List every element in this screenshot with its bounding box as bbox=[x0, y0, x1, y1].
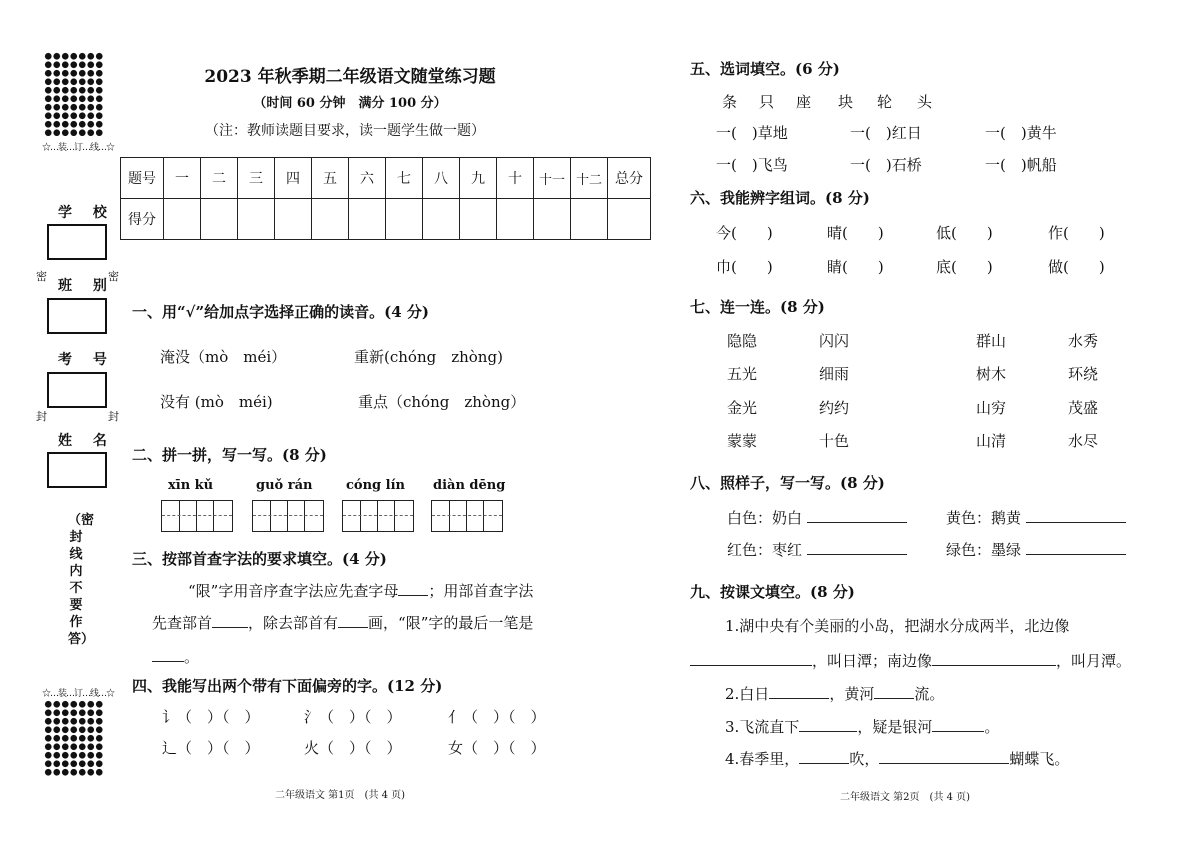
q7-heading: 七、连一连。(8 分) bbox=[690, 298, 825, 316]
q3-text: ；用部首查字法 bbox=[428, 582, 534, 600]
school-field[interactable] bbox=[47, 224, 107, 260]
answer-blank[interactable] bbox=[1026, 554, 1126, 555]
q6-item[interactable]: 做( ) bbox=[1048, 258, 1105, 276]
q4-item[interactable]: 辶（ ）（ ） bbox=[162, 739, 260, 757]
q9-text: ，疑是银河 bbox=[857, 718, 933, 736]
q8-item bbox=[946, 539, 1126, 560]
q9-text: 。 bbox=[984, 718, 1000, 736]
score-header-cell: 十二 bbox=[571, 158, 608, 199]
match-word[interactable]: 群山 bbox=[976, 332, 1007, 350]
answer-blank[interactable] bbox=[799, 763, 849, 764]
q9-line bbox=[725, 748, 1069, 769]
score-table-score-row bbox=[121, 199, 651, 240]
score-header-cell: 一 bbox=[164, 158, 201, 199]
match-word[interactable]: 十色 bbox=[819, 432, 850, 450]
q3-text: 画，“限”字的最后一笔是 bbox=[368, 614, 534, 632]
score-cell[interactable] bbox=[423, 199, 460, 240]
q6-item[interactable]: 低( ) bbox=[936, 224, 993, 242]
q8-example: 白色：奶白 bbox=[727, 509, 803, 527]
score-row-label: 得分 bbox=[121, 199, 164, 240]
match-word[interactable]: 隐隐 bbox=[727, 332, 758, 350]
q9-text: ，叫月潭。 bbox=[1056, 652, 1132, 670]
score-header-cell: 总分 bbox=[608, 158, 651, 199]
q9-text: ，叫日潭；南边像 bbox=[812, 652, 933, 670]
score-cell[interactable] bbox=[312, 199, 349, 240]
exam-number-field[interactable] bbox=[47, 372, 107, 408]
q5-word: 块 bbox=[838, 93, 854, 111]
answer-blank[interactable] bbox=[932, 731, 984, 732]
match-word[interactable]: 茂盛 bbox=[1068, 399, 1099, 417]
q4-heading: 四、我能写出两个带有下面偏旁的字。(12 分) bbox=[132, 677, 443, 695]
answer-blank[interactable] bbox=[769, 698, 829, 699]
q1-item[interactable]: 重点（chóng zhòng） bbox=[358, 393, 526, 411]
match-word[interactable]: 树木 bbox=[976, 365, 1007, 383]
q6-item[interactable]: 巾( ) bbox=[716, 258, 773, 276]
answer-blank[interactable] bbox=[807, 522, 907, 523]
q3-line2 bbox=[152, 612, 533, 633]
writing-grid[interactable] bbox=[252, 500, 324, 532]
q5-word: 轮 bbox=[877, 93, 893, 111]
q3-text: ，除去部首有 bbox=[248, 614, 339, 632]
page1-footer: 二年级语文 第1页 (共 4 页) bbox=[275, 790, 406, 801]
answer-blank[interactable] bbox=[799, 731, 857, 732]
q6-item[interactable]: 晴( ) bbox=[827, 224, 884, 242]
match-word[interactable]: 约约 bbox=[819, 399, 850, 417]
exam-note: （注：教师读题目要求，读一题学生做一题） bbox=[205, 123, 485, 139]
q4-item[interactable]: 讠（ ）（ ） bbox=[162, 708, 260, 726]
score-cell[interactable] bbox=[608, 199, 651, 240]
q5-word: 只 bbox=[759, 93, 775, 111]
q6-item[interactable]: 底( ) bbox=[936, 258, 993, 276]
score-cell[interactable] bbox=[571, 199, 608, 240]
q9-heading: 九、按课文填空。(8 分) bbox=[690, 583, 855, 601]
q3-text: 。 bbox=[184, 648, 200, 666]
seal-mark-right-2: 封 bbox=[108, 410, 119, 423]
q9-line: 1.湖中央有个美丽的小岛，把湖水分成两半，北边像 bbox=[725, 617, 1070, 635]
q1-item[interactable]: 没有 (mò méi) bbox=[160, 393, 273, 411]
score-cell[interactable] bbox=[275, 199, 312, 240]
seal-line-bottom: ☆…装…订…线…☆ bbox=[42, 689, 115, 699]
q8-item bbox=[946, 507, 1126, 528]
name-field[interactable] bbox=[47, 452, 107, 488]
writing-grid[interactable] bbox=[342, 500, 414, 532]
q8-heading: 八、照样子，写一写。(8 分) bbox=[690, 474, 885, 492]
q5-item[interactable]: 一( )石桥 bbox=[850, 156, 922, 174]
q3-text: “限”字用音序查字法应先查字母 bbox=[188, 582, 399, 600]
exam-number-label: 考 号 bbox=[58, 352, 115, 368]
q4-item[interactable]: 亻（ ）（ ） bbox=[448, 708, 546, 726]
q3-line1 bbox=[188, 580, 533, 601]
match-word[interactable]: 蒙蒙 bbox=[727, 432, 758, 450]
answer-blank[interactable] bbox=[398, 595, 428, 596]
q5-word: 条 bbox=[722, 93, 738, 111]
match-word[interactable]: 山清 bbox=[976, 432, 1007, 450]
score-header-cell: 题号 bbox=[121, 158, 164, 199]
q2-pinyin: cóng lín bbox=[346, 478, 405, 493]
q9-line bbox=[725, 716, 999, 737]
class-label: 班 别 bbox=[58, 278, 115, 294]
q6-heading: 六、我能辨字组词。(8 分) bbox=[690, 189, 870, 207]
score-header-cell: 二 bbox=[201, 158, 238, 199]
seal-mark-left: 密 bbox=[36, 270, 47, 283]
score-header-cell: 五 bbox=[312, 158, 349, 199]
q9-text: 吹， bbox=[849, 750, 880, 768]
score-table-header-row bbox=[121, 158, 651, 199]
seal-line-top: ☆…装…订…线…☆ bbox=[42, 143, 115, 153]
q9-text: 4.春季里， bbox=[725, 750, 800, 768]
q8-item bbox=[727, 507, 907, 528]
match-word[interactable]: 水秀 bbox=[1068, 332, 1099, 350]
q9-text: 3.飞流直下 bbox=[725, 718, 800, 736]
score-cell[interactable] bbox=[534, 199, 571, 240]
answer-blank[interactable] bbox=[879, 763, 1009, 764]
answer-blank[interactable] bbox=[932, 665, 1056, 666]
match-word[interactable]: 五光 bbox=[727, 365, 758, 383]
score-cell[interactable] bbox=[164, 199, 201, 240]
score-header-cell: 八 bbox=[423, 158, 460, 199]
writing-grid[interactable] bbox=[161, 500, 233, 532]
score-header-cell: 十 bbox=[497, 158, 534, 199]
class-field[interactable] bbox=[47, 298, 107, 334]
binding-dots-bottom bbox=[44, 700, 104, 776]
q1-heading: 一、用“√”给加点字选择正确的读音。(4 分) bbox=[132, 303, 429, 321]
match-word[interactable]: 细雨 bbox=[819, 365, 850, 383]
q2-heading: 二、拼一拼，写一写。(8 分) bbox=[132, 446, 327, 464]
q2-pinyin: guǒ rán bbox=[256, 478, 313, 493]
q6-item[interactable]: 作( ) bbox=[1048, 224, 1105, 242]
q8-item bbox=[727, 539, 907, 560]
score-cell[interactable] bbox=[201, 199, 238, 240]
q4-item[interactable]: 氵（ ）（ ） bbox=[304, 708, 402, 726]
score-header-cell: 三 bbox=[238, 158, 275, 199]
score-header-cell: 六 bbox=[349, 158, 386, 199]
score-header-cell: 九 bbox=[460, 158, 497, 199]
answer-blank[interactable] bbox=[338, 627, 368, 628]
school-label: 学 校 bbox=[58, 205, 115, 221]
q5-word: 头 bbox=[917, 93, 933, 111]
seal-mark-right: 密 bbox=[108, 270, 119, 283]
exam-title: 2023 年秋季期二年级语文随堂练习题 bbox=[204, 67, 496, 87]
match-word[interactable]: 山穷 bbox=[976, 399, 1007, 417]
score-cell[interactable] bbox=[460, 199, 497, 240]
q9-text: ，黄河 bbox=[829, 685, 875, 703]
score-header-cell: 十一 bbox=[534, 158, 571, 199]
score-cell[interactable] bbox=[386, 199, 423, 240]
q4-item[interactable]: 女（ ）（ ） bbox=[448, 739, 546, 757]
answer-blank[interactable] bbox=[807, 554, 907, 555]
q5-item[interactable]: 一( )草地 bbox=[716, 124, 788, 142]
q5-word: 座 bbox=[796, 93, 812, 111]
q5-item[interactable]: 一( )红日 bbox=[850, 124, 922, 142]
match-word[interactable]: 闪闪 bbox=[819, 332, 850, 350]
answer-blank[interactable] bbox=[690, 665, 812, 666]
q6-item[interactable]: 睛( ) bbox=[827, 258, 884, 276]
q9-line bbox=[725, 683, 944, 704]
q5-item[interactable]: 一( )帆船 bbox=[985, 156, 1057, 174]
q9-line bbox=[690, 650, 1131, 671]
q5-item[interactable]: 一( )飞鸟 bbox=[716, 156, 788, 174]
q4-item[interactable]: 火（ ）（ ） bbox=[304, 739, 402, 757]
match-word[interactable]: 水尽 bbox=[1068, 432, 1099, 450]
seal-mark-left-2: 封 bbox=[36, 410, 47, 423]
q8-example: 红色：枣红 bbox=[727, 541, 803, 559]
answer-blank[interactable] bbox=[212, 627, 248, 628]
exam-subtitle: （时间 60 分钟 满分 100 分） bbox=[253, 96, 447, 111]
answer-blank[interactable] bbox=[152, 661, 184, 662]
q8-example: 绿色：墨绿 bbox=[946, 541, 1022, 559]
q9-text: 蝴蝶飞。 bbox=[1009, 750, 1070, 768]
score-cell[interactable] bbox=[238, 199, 275, 240]
q3-text: 先查部首 bbox=[152, 614, 213, 632]
q8-example: 黄色：鹅黄 bbox=[946, 509, 1022, 527]
q2-pinyin: xīn kǔ bbox=[168, 478, 214, 493]
match-word[interactable]: 金光 bbox=[727, 399, 758, 417]
q9-text: 2.白日 bbox=[725, 685, 770, 703]
q1-item[interactable]: 重新(chóng zhòng) bbox=[354, 348, 503, 366]
seal-notice: （密封线内不要作答） bbox=[68, 513, 95, 647]
q9-text: 流。 bbox=[914, 685, 945, 703]
score-header-cell: 七 bbox=[386, 158, 423, 199]
q5-item[interactable]: 一( )黄牛 bbox=[985, 124, 1057, 142]
q3-heading: 三、按部首查字法的要求填空。(4 分) bbox=[132, 550, 387, 568]
q1-item[interactable]: 淹没（mò méi） bbox=[160, 348, 287, 366]
score-cell[interactable] bbox=[497, 199, 534, 240]
score-table bbox=[120, 157, 651, 240]
writing-grid[interactable] bbox=[431, 500, 503, 532]
answer-blank[interactable] bbox=[1026, 522, 1126, 523]
score-header-cell: 四 bbox=[275, 158, 312, 199]
q5-heading: 五、选词填空。(6 分) bbox=[690, 60, 840, 78]
q3-line3 bbox=[152, 646, 199, 667]
name-label: 姓 名 bbox=[58, 433, 115, 449]
q2-pinyin: diàn dēng bbox=[433, 478, 506, 493]
answer-blank[interactable] bbox=[874, 698, 914, 699]
q6-item[interactable]: 今( ) bbox=[716, 224, 773, 242]
page2-footer: 二年级语文 第2页 (共 4 页) bbox=[840, 792, 971, 803]
score-cell[interactable] bbox=[349, 199, 386, 240]
match-word[interactable]: 环绕 bbox=[1068, 365, 1099, 383]
